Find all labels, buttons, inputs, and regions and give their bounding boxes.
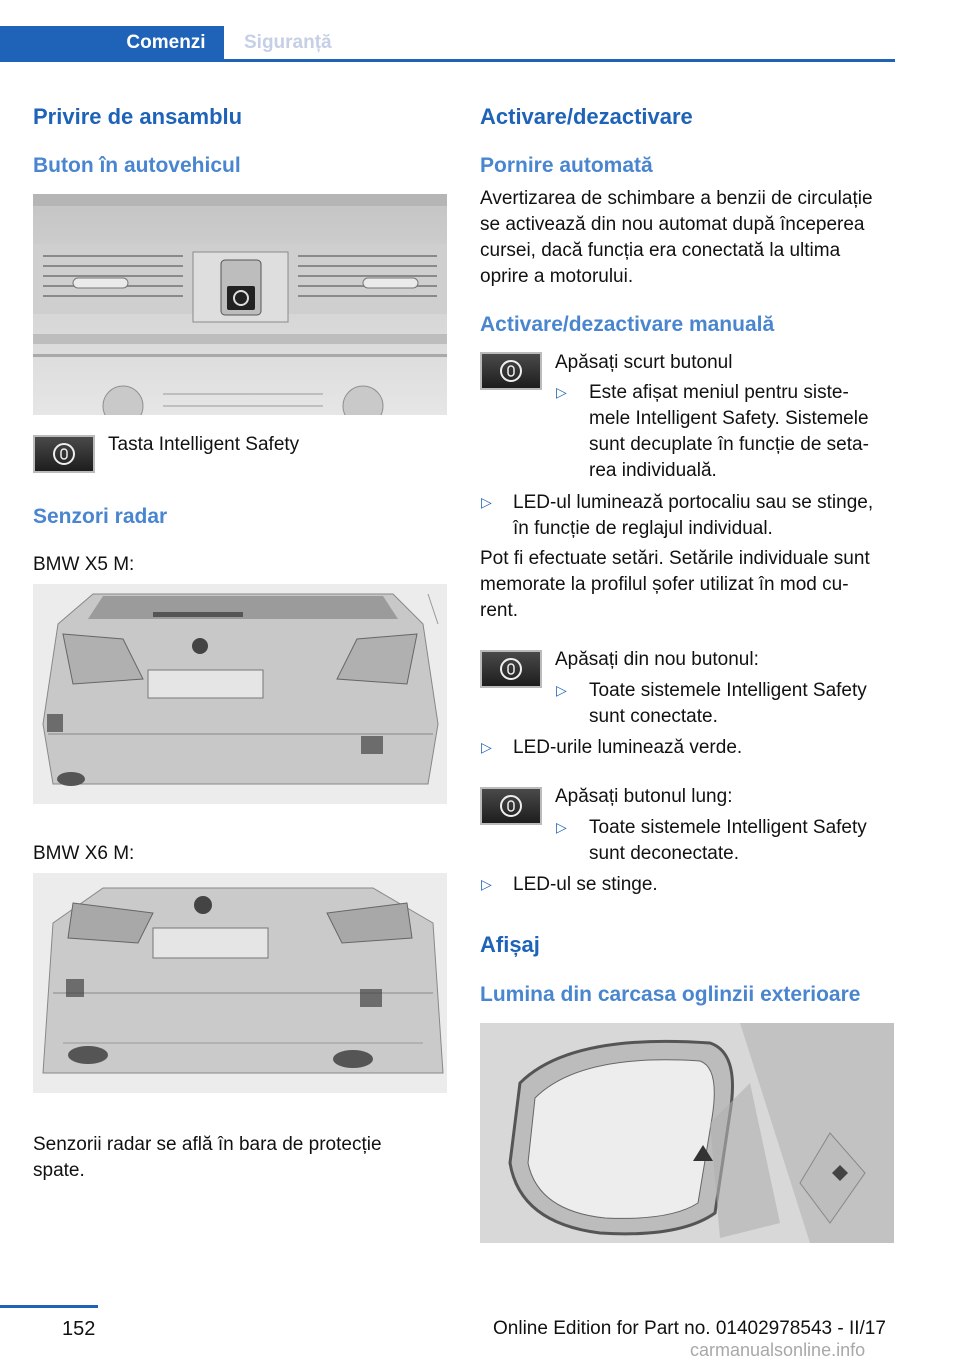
chapter-tabs <box>0 26 895 60</box>
b1-line-4: rea individuală. <box>589 460 717 481</box>
settings-line-1: Pot fi efectuate setări. Setările individuale sunt <box>480 548 870 569</box>
manual-title: Activare/dezactivare manuală <box>480 313 775 336</box>
page-number: 152 <box>62 1318 96 1340</box>
press-again-text: Apăsați din nou butonul: <box>555 649 759 670</box>
auto-start-title: Pornire automată <box>480 154 653 177</box>
b2-line-2: în funcție de reglajul individual. <box>513 518 773 539</box>
watermark-text: carmanualsonline.info <box>690 1340 866 1360</box>
radar-sensors-title: Senzori radar <box>33 505 168 528</box>
auto-line-4: oprire a motorului. <box>480 266 634 287</box>
tab-siguranta[interactable]: Siguranță <box>244 32 332 53</box>
auto-line-1: Avertizarea de schimbare a benzii de circulație <box>480 188 873 209</box>
radar-note-line-1: Senzorii radar se află în bara de protecție <box>33 1134 382 1155</box>
b5-line-1: Toate sistemele Intelligent Safety <box>589 817 867 838</box>
section-title-overview: Privire de ansamblu <box>33 104 243 129</box>
mirror-light-title: Lumina din carcasa oglinzii exterioare <box>480 983 861 1006</box>
b1-line-1: Este afișat meniul pentru siste- <box>589 382 849 403</box>
side-mirror-photo <box>480 1023 894 1243</box>
auto-line-3: cursei, dacă funcția era conectată la ultima <box>480 240 841 261</box>
safety-button-icon-3 <box>480 787 542 825</box>
bullet-triangle-icon: ▷ <box>556 384 567 400</box>
x6-label: BMW X6 M: <box>33 843 135 864</box>
bullet-triangle-icon: ▷ <box>556 682 567 698</box>
tab-comenzi[interactable]: Comenzi <box>108 26 224 60</box>
tab-underline <box>0 59 895 62</box>
auto-line-2: se activează din nou automat după începerea <box>480 214 865 235</box>
b1-line-2: mele Intelligent Safety. Sistemele <box>589 408 869 429</box>
press-short-text: Apăsați scurt butonul <box>555 352 733 373</box>
press-long-text: Apăsați butonul lung: <box>555 786 733 807</box>
bmw-x5m-rear-photo <box>33 584 447 804</box>
edition-text: Online Edition for Part no. 01402978543 - II/17 <box>493 1318 886 1339</box>
subtitle-button-in-vehicle: Buton în autovehicul <box>33 154 241 177</box>
settings-line-3: rent. <box>480 600 519 621</box>
b3-line-2: sunt conectate. <box>589 706 718 727</box>
intelligent-safety-key-icon <box>33 435 95 473</box>
x5-label: BMW X5 M: <box>33 554 135 575</box>
radar-note-line-2: spate. <box>33 1160 85 1181</box>
b1-line-3: sunt decuplate în funcție de seta- <box>589 434 869 455</box>
b2-line-1: LED-ul luminează portocaliu sau se stinge, <box>513 492 874 513</box>
bullet-triangle-icon: ▷ <box>556 819 567 835</box>
bullet-triangle-icon: ▷ <box>481 739 492 755</box>
key-label: Tasta Intelligent Safety <box>108 434 300 455</box>
bullet-triangle-icon: ▷ <box>481 876 492 892</box>
b4-text: LED-urile luminează verde. <box>513 737 743 758</box>
b6-text: LED-ul se stinge. <box>513 874 658 895</box>
tab-bar-fill <box>0 26 108 60</box>
bmw-x6m-rear-photo <box>33 873 447 1093</box>
b5-line-2: sunt deconectate. <box>589 843 739 864</box>
display-title: Afișaj <box>480 932 540 957</box>
dashboard-button-photo <box>33 194 447 415</box>
safety-button-icon-1 <box>480 352 542 390</box>
footer-rule <box>0 1305 98 1308</box>
bullet-triangle-icon: ▷ <box>481 494 492 510</box>
activation-title: Activare/dezactivare <box>480 104 693 129</box>
b3-line-1: Toate sistemele Intelligent Safety <box>589 680 867 701</box>
safety-button-icon-2 <box>480 650 542 688</box>
settings-line-2: memorate la profilul șofer utilizat în mod cu- <box>480 574 849 595</box>
